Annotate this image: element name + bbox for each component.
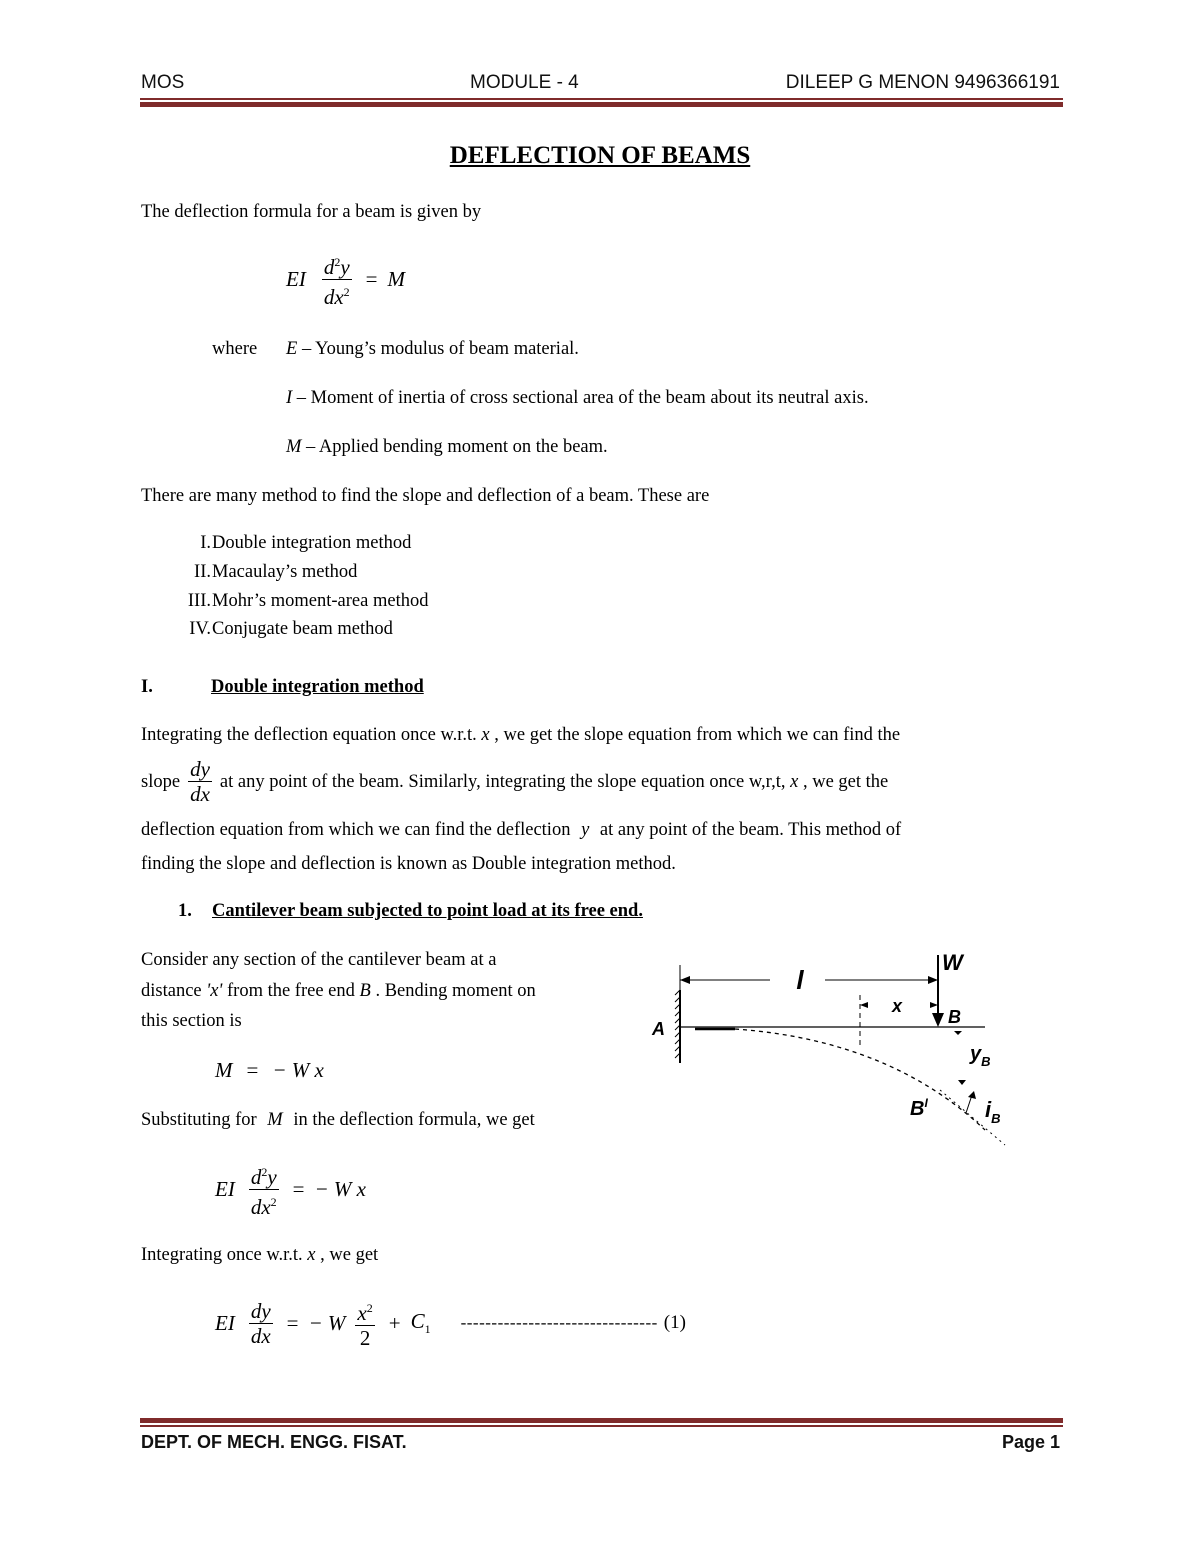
section-heading: Double integration method [211, 677, 424, 697]
cantilever-beam-figure [640, 945, 1020, 1155]
formula-lhs: EI [286, 267, 306, 291]
slope-equation: EI $\frac{dy}{dx}$ = − W $\frac{x^2}{2}$ + $C_1$ -------------------------------- (1) [215, 1296, 686, 1350]
method-label-4: Conjugate beam method [212, 619, 393, 639]
page-title: DEFLECTION OF BEAMS [449, 142, 751, 169]
para1-line3: deflection equation from which we can find the deflection y at any point of the beam. This method of [141, 820, 902, 840]
fixed-support [675, 990, 680, 1063]
header-rule-thick [140, 102, 1063, 107]
method-label-2: Macaulay’s method [212, 562, 358, 582]
length-label: l [796, 965, 804, 995]
end-label-b: B [948, 1007, 961, 1027]
footer-rule-thick [140, 1418, 1063, 1423]
formula-rhs: M [387, 267, 405, 291]
formula-fraction: $\frac{d^2y}{dx^2}$ [322, 250, 352, 309]
methods-intro: There are many method to find the slope and deflection of a beam. These are [141, 486, 710, 506]
main-formula: EI $\frac{d^2y}{dx^2}$ = M [286, 250, 405, 309]
case1-line1: Consider any section of the cantilever beam at a [141, 950, 497, 970]
header-rule-thin [140, 98, 1063, 100]
page-number: Page 1 [1001, 1432, 1060, 1452]
case1-line3: this section is [141, 1011, 242, 1031]
para1-line2: slope $\frac{dy}{dx}$ at any point of the beam. Similarly, integrating the slope equation once w,r,t, x , we get the [141, 757, 889, 806]
substituting-line: Substituting for M in the deflection formula, we get [141, 1110, 535, 1130]
where-item-m: M – Applied bending moment on the beam. [286, 437, 608, 457]
where-label: where [212, 339, 258, 359]
header-right: DILEEP G MENON 9496366191 [785, 72, 1060, 93]
para1-line1: Integrating the deflection equation once w.r.t. x , we get the slope equation from which we can find the [141, 725, 901, 745]
header-center: MODULE - 4 [470, 72, 579, 93]
intro-text: The deflection formula for a beam is given by [141, 202, 482, 222]
method-label-3: Mohr’s moment-area method [212, 591, 429, 611]
where-item-i: I – Moment of inertia of cross sectional area of the beam about its neutral axis. [286, 388, 869, 408]
case1-line2: distance 'x' from the free end B . Bending moment on [141, 981, 536, 1001]
x-label: x [892, 996, 903, 1016]
deflection-label: $y_B$ [970, 1043, 991, 1069]
where-item-e: E – Young’s modulus of beam material. [286, 339, 579, 359]
load-label: W [942, 950, 963, 975]
para1-line4: finding the slope and deflection is known as Double integration method. [141, 854, 676, 874]
integrating-line: Integrating once w.r.t. x , we get [141, 1245, 379, 1265]
subsection-number: 1. [178, 901, 192, 921]
footer-left: DEPT. OF MECH. ENGG. FISAT. [141, 1432, 407, 1452]
deflected-end-label: $B^I$ [910, 1096, 928, 1120]
subsection-heading: Cantilever beam subjected to point load at its free end. [212, 901, 643, 921]
method-num-3: III. [187, 591, 211, 611]
footer-rule-thin [140, 1425, 1063, 1427]
deflection-equation: EI $\frac{d^2y}{dx^2}$ = − W x [215, 1160, 366, 1219]
header-left: MOS [141, 72, 185, 93]
method-num-4: IV. [189, 619, 211, 639]
moment-equation: M = − W x [215, 1058, 324, 1082]
method-label-1: Double integration method [212, 533, 412, 553]
load-arrowhead-icon [932, 1013, 944, 1027]
arrowhead-right-icon [928, 976, 938, 984]
method-item: I. [200, 533, 211, 553]
support-label-a: A [652, 1019, 665, 1039]
section-number: I. [141, 677, 153, 697]
arrowhead-left-icon [680, 976, 690, 984]
slope-label: $i_B$ [985, 1097, 1001, 1126]
method-num-2: II. [194, 562, 211, 582]
